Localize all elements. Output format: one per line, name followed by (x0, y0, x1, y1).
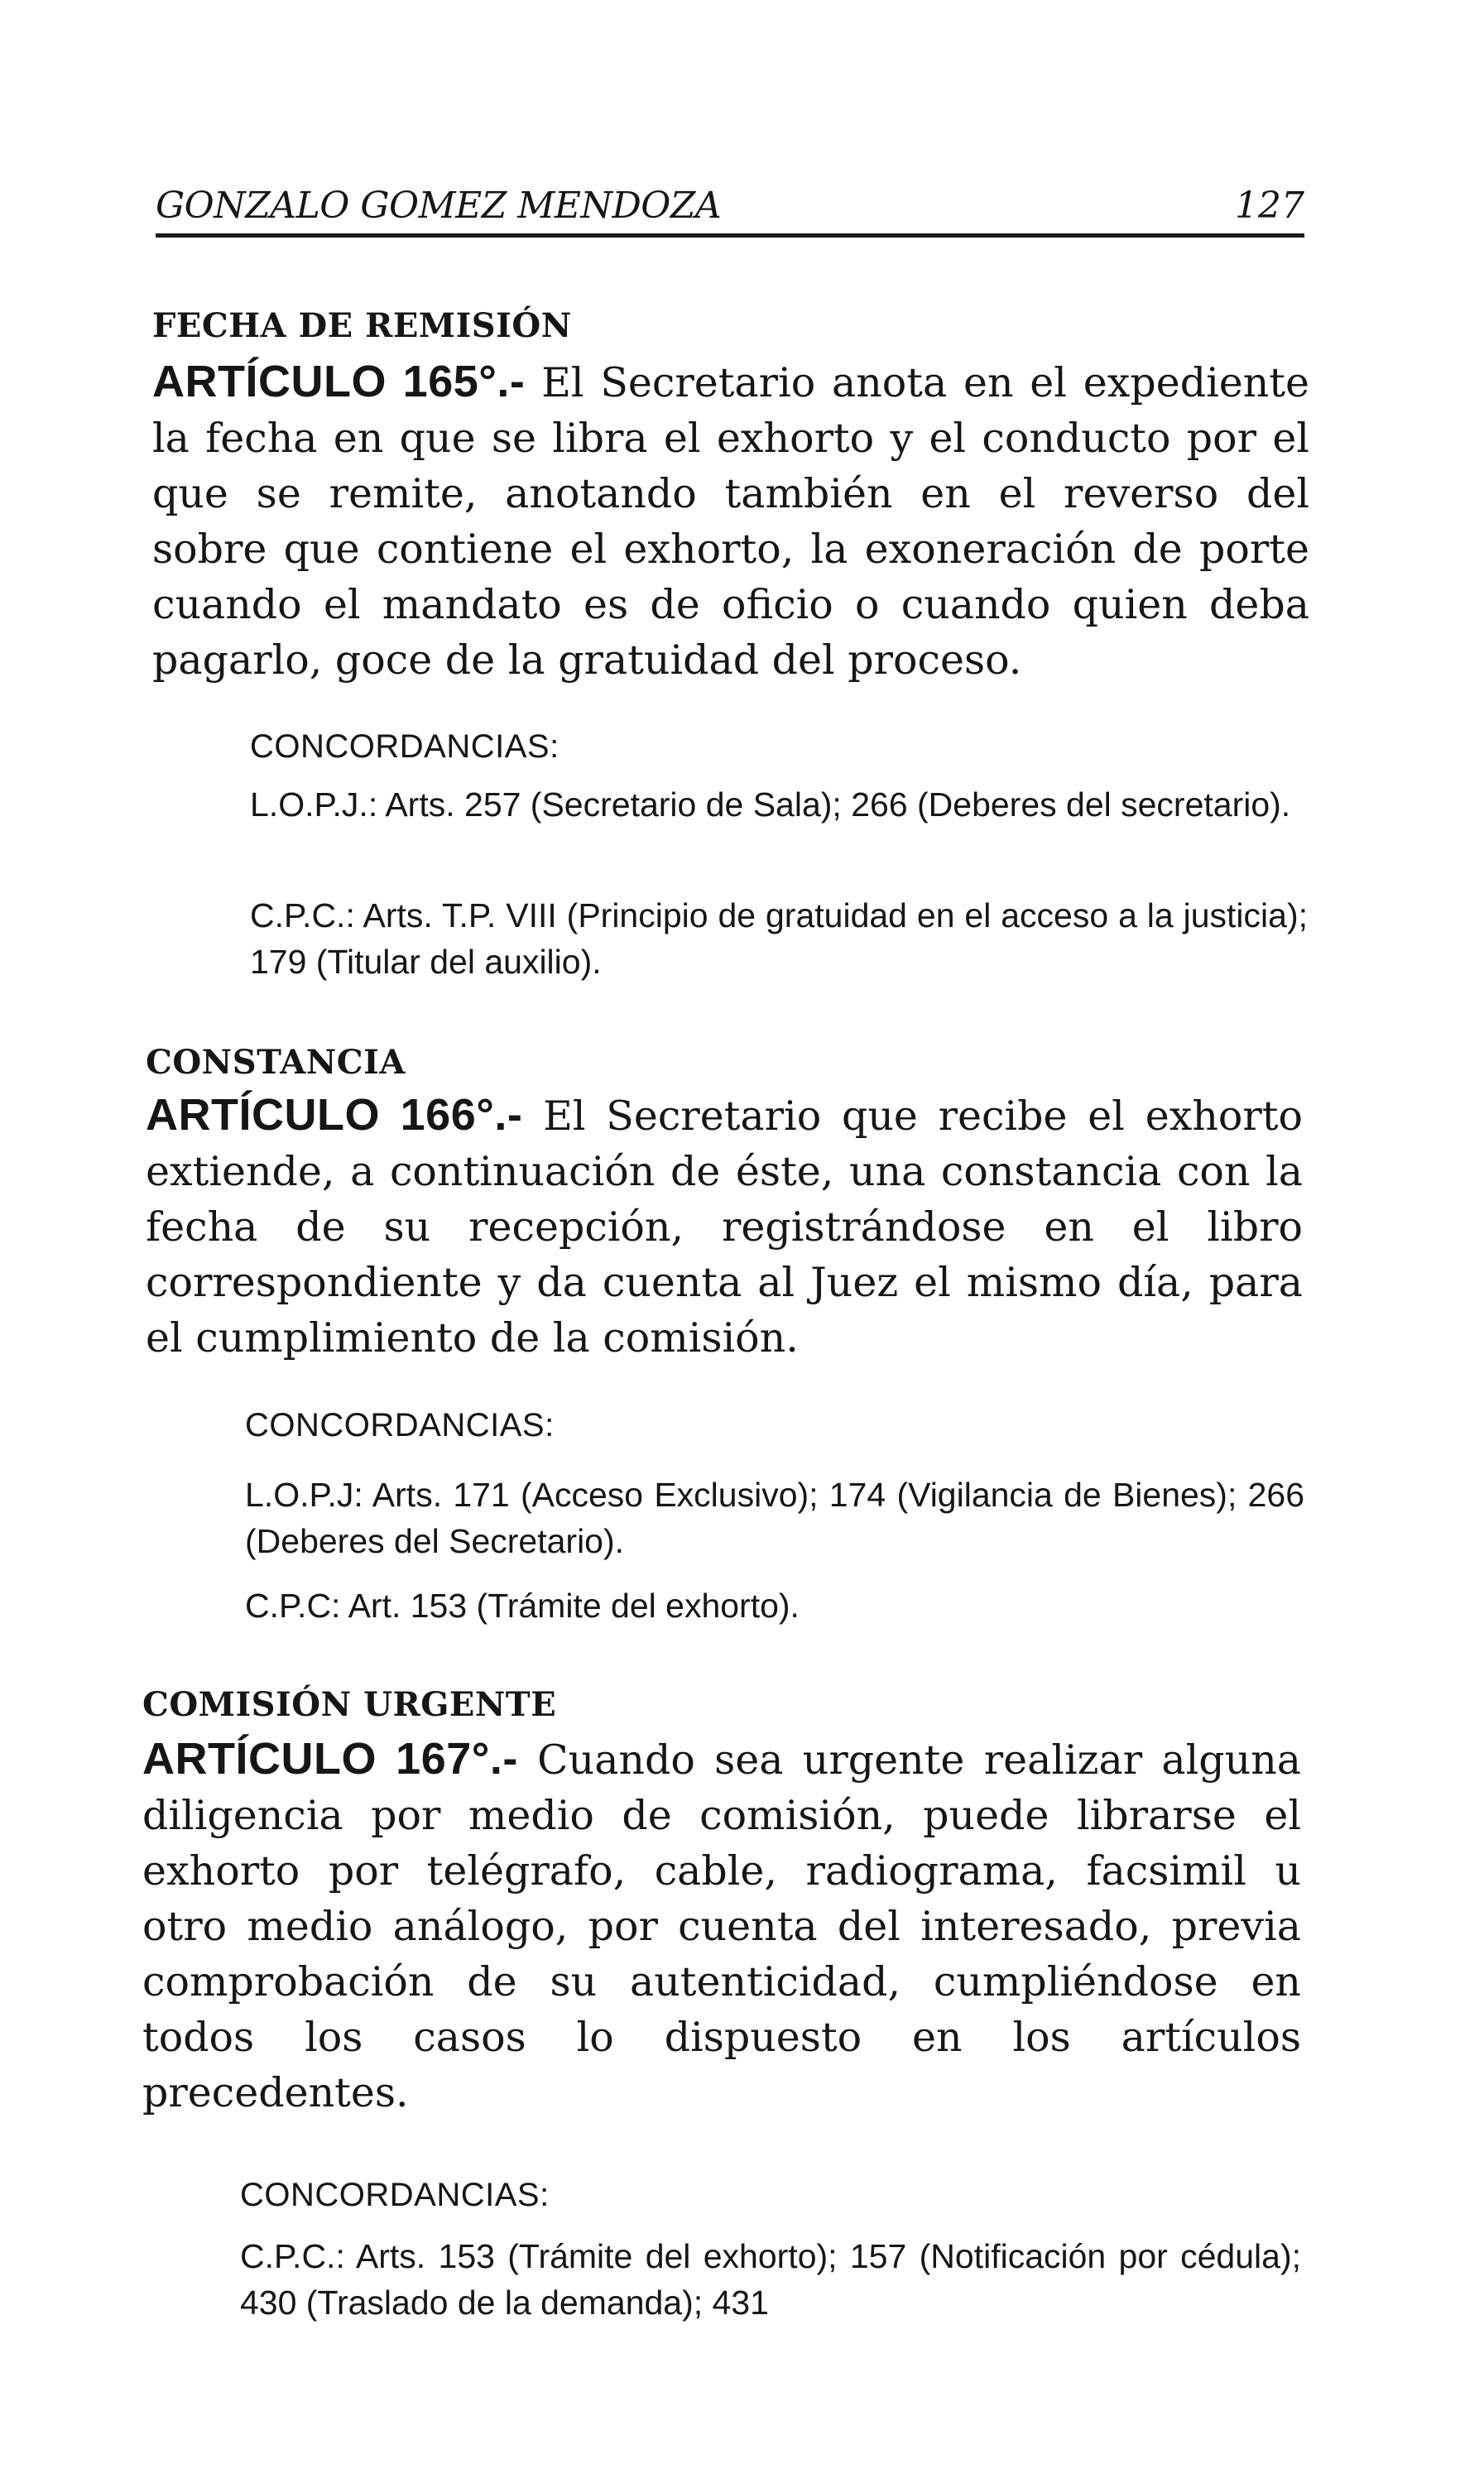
section-heading: CONSTANCIA (146, 1043, 406, 1082)
article-paragraph (142, 1731, 1301, 2120)
article-text: El Secretario anota en el expediente la fecha en que se libra el exhorto y el conducto por el que se remite, anotando también en el reverso del sobre que contiene el exhorto, la exoneración de porte cuando el mandato es de oficio o cuando quien deba pagarlo, goce de la gratuidad del proceso. (152, 359, 1309, 684)
concordancia-ref: L.O.P.J: Arts. 171 (Acceso Exclusivo); 174 (Vigilancia de Bienes); 266 (Deberes del Secretario). (245, 1476, 1304, 1560)
section-heading: FECHA DE REMISIÓN (152, 306, 572, 345)
section-heading: COMISIÓN URGENTE (142, 1685, 557, 1724)
page-number: 127 (1235, 185, 1304, 227)
concordancia-ref: C.P.C.: Arts. T.P. VIII (Principio de gratuidad en el acceso a la justicia); 179 (Titular del auxilio). (250, 896, 1308, 981)
concordancia-ref: C.P.C.: Arts. 153 (Trámite del exhorto); 157 (Notificación por cédula); 430 (Traslado de la demanda); 431 (240, 2237, 1301, 2322)
article-paragraph (152, 354, 1309, 688)
article-number: ARTÍCULO 165°.- (152, 357, 526, 406)
article-text: Cuando sea urgente realizar alguna diligencia por medio de comisión, puede librarse el exhorto por telégrafo, cable, radiograma, facsimil u otro medio análogo, por cuenta del interesado, previa comprobación de su autenticidad, cumpliéndose en todos los casos lo dispuesto en los artículos precedentes. (142, 1736, 1301, 2116)
article-text: El Secretario que recibe el exhorto extiende, a continuación de éste, una constancia con la fecha de su recepción, registrándose en el libro correspondiente y da cuenta al Juez el mismo día, para el cumplimiento de la comisión. (146, 1093, 1303, 1362)
concordancia-ref: C.P.C: Art. 153 (Trámite del exhorto). (245, 1587, 800, 1625)
article-number: ARTÍCULO 166°.- (146, 1090, 523, 1140)
article-paragraph (146, 1088, 1303, 1366)
article-number: ARTÍCULO 167°.- (142, 1734, 518, 1784)
concordancia-ref: L.O.P.J.: Arts. 257 (Secretario de Sala); 266 (Deberes del secretario). (250, 785, 1291, 824)
concordancias-label: CONCORDANCIAS: (240, 2177, 550, 2213)
concordancias-label: CONCORDANCIAS: (245, 1407, 555, 1443)
running-head (156, 180, 1304, 238)
author-name: GONZALO GOMEZ MENDOZA (156, 185, 722, 227)
concordancias-label: CONCORDANCIAS: (250, 728, 560, 765)
